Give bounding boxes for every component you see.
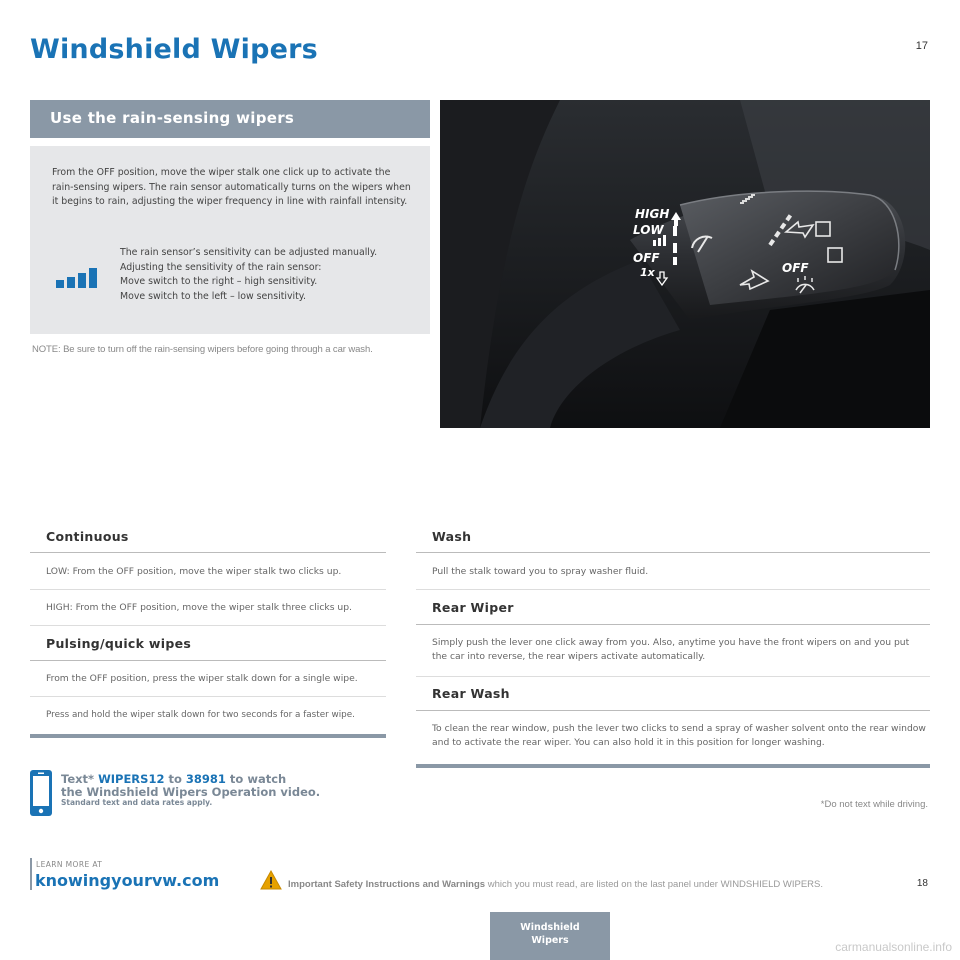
- rear-wiper-title: Rear Wiper: [432, 600, 514, 615]
- divider: [30, 696, 386, 697]
- wiper-stalk-illustration: [440, 100, 930, 428]
- continuous-title: Continuous: [46, 529, 129, 544]
- rain-sensing-header: [30, 100, 430, 138]
- divider: [416, 676, 930, 677]
- rain-sensing-intro: From the OFF position, move the wiper stalk one click up to activate the rain-sensing wipers. The rain sensor automatically turns on the wipers when it begins to rain, adjusting the wiper frequency in line with rainfall intensity.: [52, 167, 411, 208]
- promo-number: 38981: [185, 772, 226, 786]
- section-end-bar: [30, 734, 386, 738]
- watermark: carmanualsonline.info: [835, 940, 952, 954]
- off-mark: [673, 257, 677, 265]
- rear-wiper-text: Simply push the lever one click away from you. Also, anytime you have the front wipers on and you put the car into reverse, the rear wipers activate automatically.: [432, 637, 910, 663]
- sensitivity-line-2: Adjusting the sensitivity of the rain sensor:: [120, 261, 322, 273]
- driving-note: *Do not text while driving.: [820, 799, 928, 810]
- high-label: HIGH: [635, 207, 670, 221]
- wiper-stalk-photo: [440, 100, 930, 428]
- pulsing-single-text: From the OFF position, press the wiper stalk down for a single wipe.: [46, 673, 358, 684]
- promo-line-2: the Windshield Wipers Operation video.: [61, 785, 321, 800]
- divider: [416, 552, 930, 553]
- divider: [30, 552, 386, 553]
- divider: [416, 624, 930, 625]
- page-title: Windshield Wipers: [30, 34, 318, 65]
- off-label: OFF: [633, 251, 660, 265]
- continuous-high-text: HIGH: From the OFF position, move the wiper stalk three clicks up.: [46, 602, 352, 613]
- tab-line-1: Windshield: [520, 922, 580, 933]
- one-x-label: 1x: [640, 266, 655, 279]
- learn-more-link[interactable]: knowingyourvw.com: [35, 871, 220, 890]
- int-mark: [673, 243, 677, 253]
- divider: [416, 710, 930, 711]
- warning-icon: [260, 870, 282, 890]
- page-number-left: 17: [915, 40, 928, 52]
- wash-text: Pull the stalk toward you to spray washer fluid.: [432, 566, 649, 577]
- low-label: LOW: [633, 223, 664, 237]
- promo-suffix: to watch: [229, 772, 287, 786]
- text-video-promo: [61, 773, 320, 808]
- learn-more-bar: [30, 858, 32, 890]
- section-end-bar: [416, 764, 930, 768]
- promo-prefix: Text*: [61, 772, 95, 786]
- sensitivity-text: [120, 246, 410, 304]
- pulsing-title: Pulsing/quick wipes: [46, 636, 192, 651]
- divider: [30, 660, 386, 661]
- rear-wash-text: To clean the rear window, push the lever two clicks to send a spray of washer solvent onto the rear window and to activate the rear wiper. You can also hold it in this position for longer washing.: [432, 723, 926, 749]
- section-tab[interactable]: [490, 912, 610, 960]
- warning-bold: Important Safety Instructions and Warnings: [288, 879, 486, 890]
- divider: [416, 589, 930, 590]
- wash-title: Wash: [432, 529, 472, 544]
- sensitivity-line-3: Move switch to the right – high sensitivity.: [120, 276, 318, 288]
- rain-sensing-heading: Use the rain-sensing wipers: [50, 109, 295, 127]
- promo-line-3: Standard text and data rates apply.: [61, 798, 213, 808]
- sensitivity-line-1: The rain sensor’s sensitivity can be adjusted manually.: [120, 247, 378, 258]
- promo-keyword: WIPERS12: [98, 772, 165, 786]
- divider: [30, 589, 386, 590]
- tab-line-2: Wipers: [531, 934, 569, 946]
- off-stalk-label: OFF: [782, 261, 809, 275]
- pulsing-hold-text: Press and hold the wiper stalk down for two seconds for a faster wipe.: [46, 710, 355, 720]
- safety-warning-text: [288, 879, 823, 890]
- sensitivity-line-4: Move switch to the left – low sensitivity.: [120, 290, 306, 302]
- phone-icon: [30, 770, 52, 816]
- car-wash-note: NOTE: Be sure to turn off the rain-sensing wipers before going through a car wash.: [32, 344, 373, 355]
- rain-sensing-panel: [30, 146, 430, 334]
- low-mark: [673, 226, 677, 236]
- continuous-low-text: LOW: From the OFF position, move the wiper stalk two clicks up.: [46, 566, 342, 577]
- warning-rest: which you must read, are listed on the last panel under WINDSHIELD WIPERS.: [487, 879, 823, 890]
- page-number-right: 18: [916, 878, 928, 889]
- promo-to: to: [168, 772, 182, 786]
- divider: [30, 625, 386, 626]
- rear-wash-title: Rear Wash: [432, 686, 510, 701]
- learn-more-label: LEARN MORE AT: [36, 860, 103, 869]
- sensitivity-bars-icon: [56, 268, 106, 288]
